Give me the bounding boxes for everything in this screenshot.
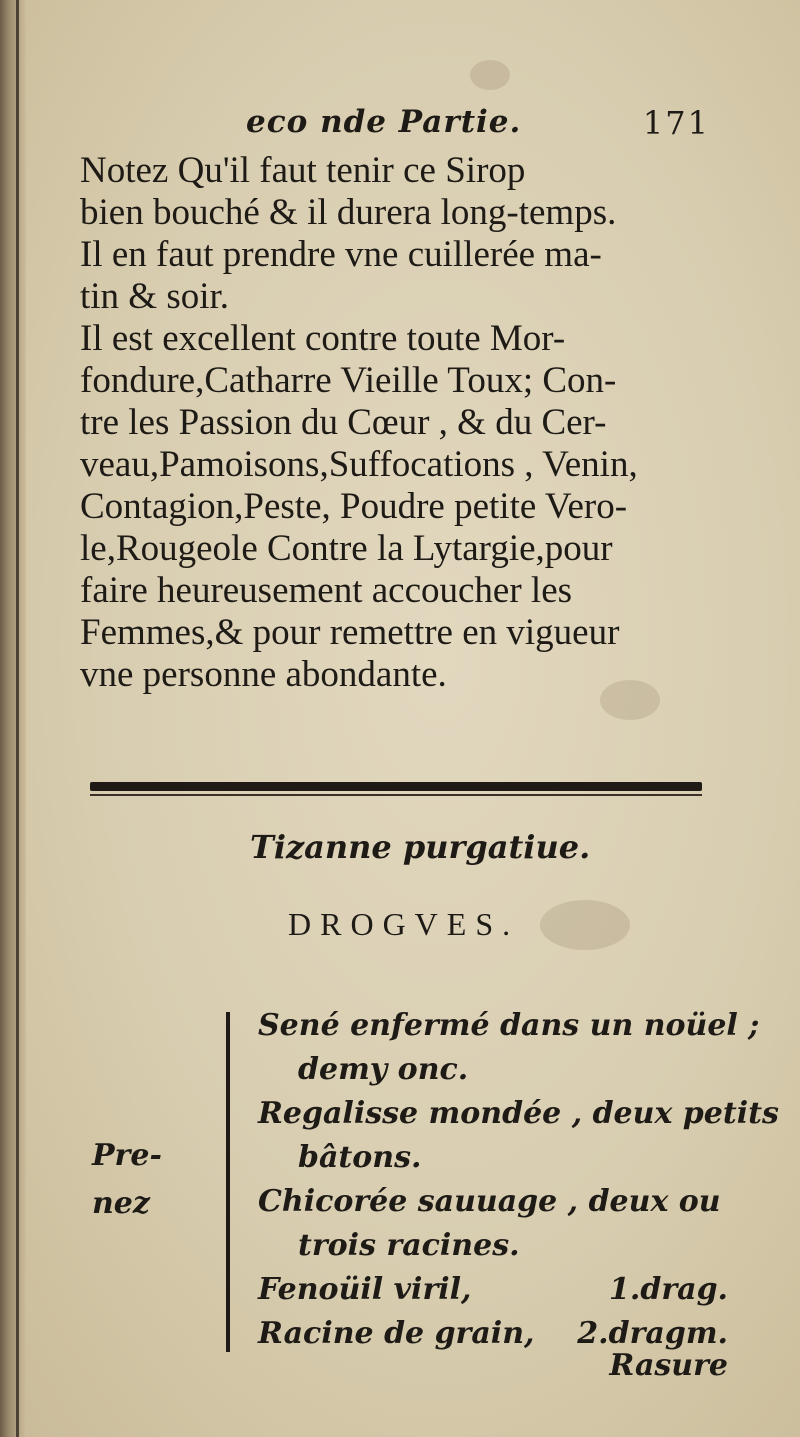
margin-note-line: nez (92, 1186, 150, 1221)
body-line: Femmes,& pour remettre en vigueur (80, 612, 620, 653)
running-head (80, 104, 720, 148)
ingredient-row (258, 1268, 728, 1312)
body-line: tre les Passion du Cœur , & du Cer- (80, 402, 607, 443)
margin-note (92, 1132, 162, 1228)
ingredient-text: Sené enfermé dans un noüel ; (258, 1008, 760, 1043)
ingredient-text: bâtons. (298, 1140, 422, 1175)
body-line: Notez Qu'il faut tenir ce Sirop (80, 150, 526, 191)
body-line: Il en faut prendre vne cuillerée ma- (80, 234, 602, 275)
body-line: tin & soir. (80, 276, 230, 317)
ingredient-text: Racine de grain, (258, 1316, 535, 1351)
body-line: Il est excellent contre toute Mor- (80, 318, 566, 359)
gutter-shadow-line (16, 0, 19, 1437)
section-divider-rule (90, 782, 702, 791)
ingredient-row (258, 1180, 728, 1224)
ingredient-bracket (226, 1012, 230, 1352)
body-line: faire heureusement accoucher les (80, 570, 573, 611)
paper-stain (540, 900, 630, 950)
ingredient-row (258, 1004, 760, 1048)
ingredient-text: Chicorée sauuage , deux ou (258, 1184, 721, 1219)
ingredient-row (258, 1048, 728, 1092)
catchword: Rasure (609, 1348, 728, 1383)
ingredient-list (258, 1004, 779, 1356)
body-line: le,Rougeole Contre la Lytargie,pour (80, 528, 613, 569)
ingredient-quantity: 1.drag. (609, 1272, 728, 1307)
paper-stain (470, 60, 510, 90)
body-line: bien bouché & il durera long-temps. (80, 192, 617, 233)
ingredient-row (258, 1136, 728, 1180)
body-line: fondure,Catharre Vieille Toux; Con- (80, 360, 617, 401)
ingredient-row (258, 1224, 728, 1268)
ingredient-row (258, 1092, 779, 1136)
page-number: 171 (642, 104, 710, 142)
running-head-title: eco nde Partie. (246, 104, 522, 140)
ingredient-quantity: 2.dragm. (577, 1316, 728, 1351)
ingredient-text: trois racines. (298, 1228, 520, 1263)
ingredient-text: Fenoüil viril, (258, 1272, 472, 1307)
body-line: Contagion,Peste, Poudre petite Vero- (80, 486, 628, 527)
margin-note-line: Pre- (92, 1138, 162, 1173)
page-gutter (0, 0, 26, 1437)
body-paragraph (80, 150, 720, 696)
body-line: veau,Pamoisons,Suffocations , Venin, (80, 444, 638, 485)
body-line: vne personne abondante. (80, 654, 447, 695)
ingredient-text: demy onc. (298, 1052, 469, 1087)
section-title: Tizanne purgatiue. (250, 828, 591, 866)
section-subtitle: DROGVES. (288, 906, 520, 942)
section-divider-thin-rule (90, 794, 702, 796)
ingredient-text: Regalisse mondée , deux petits (258, 1096, 779, 1131)
